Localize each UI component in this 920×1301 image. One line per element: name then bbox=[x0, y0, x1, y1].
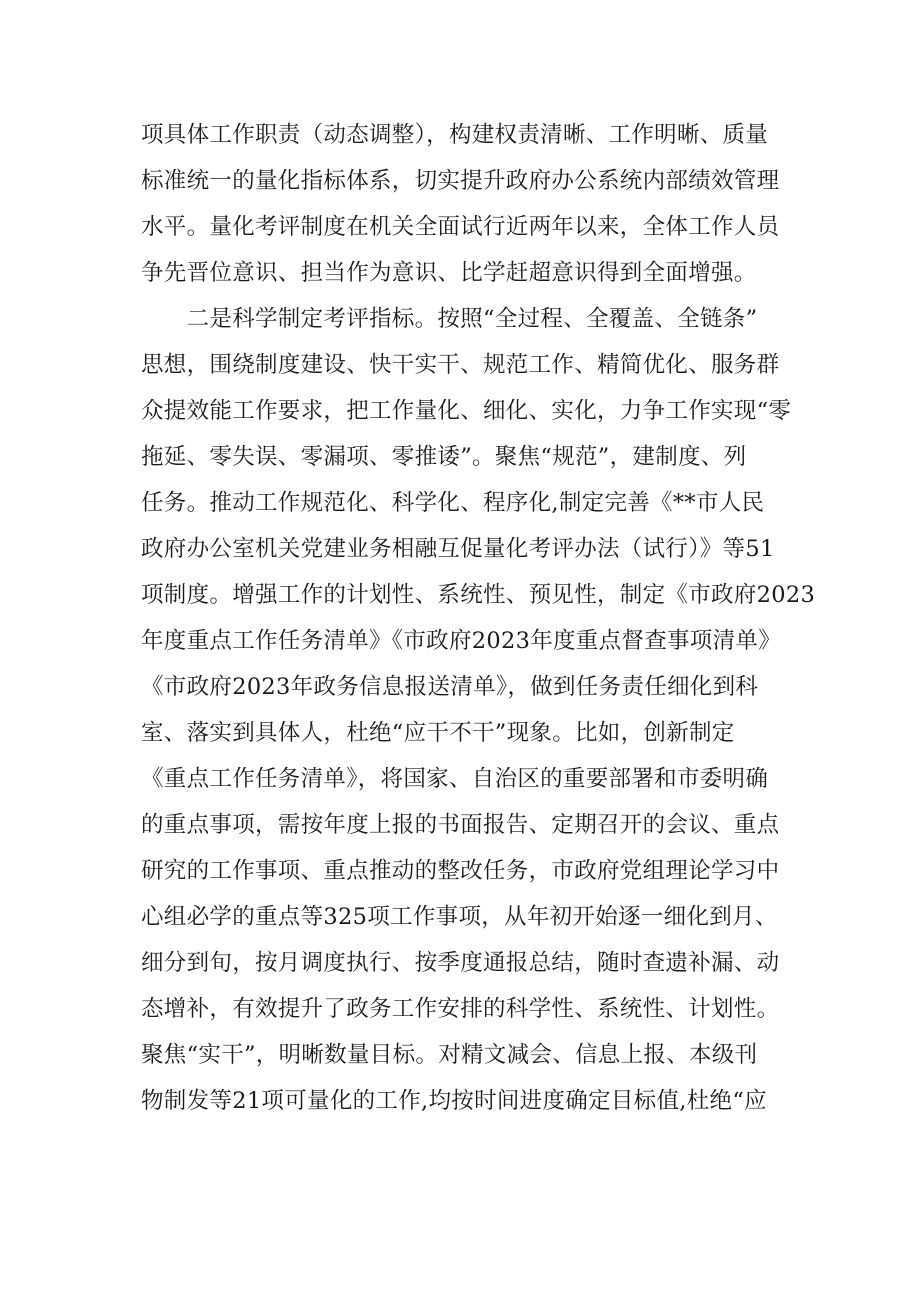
text-line: 研究的工作事项、重点推动的整改任务，市政府党组理论学习中 bbox=[141, 858, 780, 884]
text-line: 《重点工作任务清单》，将国家、自治区的重要部署和市委明确 bbox=[141, 766, 769, 792]
text-line: 项具体工作职责（动态调整），构建权责清晰、工作明晰、质量 bbox=[141, 122, 769, 148]
text-line: 心组必学的重点等325项工作事项，从年初开始逐一细化到月、 bbox=[141, 904, 778, 930]
text-line: 思想，围绕制度建设、快干实干、规范工作、精简优化、服务群 bbox=[141, 352, 780, 378]
text-line: 水平。量化考评制度在机关全面试行近两年以来，全体工作人员 bbox=[141, 214, 780, 240]
text-line: 项制度。增强工作的计划性、系统性、预见性，制定《市政府2023 bbox=[141, 582, 816, 608]
text-line: 态增补，有效提升了政务工作安排的科学性、系统性、计划性。 bbox=[141, 996, 780, 1022]
text-line: 《市政府2023年政务信息报送清单》，做到任务责任细化到科 bbox=[141, 674, 759, 700]
text-line: 争先晋位意识、担当作为意识、比学赶超意识得到全面增强。 bbox=[141, 260, 757, 286]
text-line: 细分到旬，按月调度执行、按季度通报总结，随时查遗补漏、动 bbox=[141, 950, 780, 976]
text-line: 众提效能工作要求，把工作量化、细化、实化，力争工作实现“零 bbox=[141, 398, 792, 424]
text-line: 拖延、零失误、零漏项、零推诿”。聚焦“规范”，建制度、列 bbox=[141, 444, 747, 470]
text-line: 聚焦“实干”，明晰数量目标。对精文减会、信息上报、本级刊 bbox=[141, 1042, 758, 1068]
text-line: 标准统一的量化指标体系，切实提升政府办公系统内部绩效管理 bbox=[141, 168, 780, 194]
text-line: 的重点事项，需按年度上报的书面报告、定期召开的会议、重点 bbox=[141, 812, 780, 838]
text-line: 物制发等21项可量化的工作,均按时间进度确定目标值,杜绝“应 bbox=[141, 1088, 767, 1114]
paragraph-start-line: 二是科学制定考评指标。按照“全过程、全覆盖、全链条” bbox=[141, 306, 758, 332]
text-line: 政府办公室机关党建业务相融互促量化考评办法（试行）》等51 bbox=[141, 536, 775, 562]
text-line: 年度重点工作任务清单》《市政府2023年度重点督查事项清单》 bbox=[141, 628, 782, 654]
text-line: 任务。推动工作规范化、科学化、程序化,制定完善《**市人民 bbox=[141, 490, 765, 516]
body-text bbox=[141, 112, 816, 1124]
text-line: 室、落实到具体人，杜绝“应干不干”现象。比如，创新制定 bbox=[141, 720, 735, 746]
